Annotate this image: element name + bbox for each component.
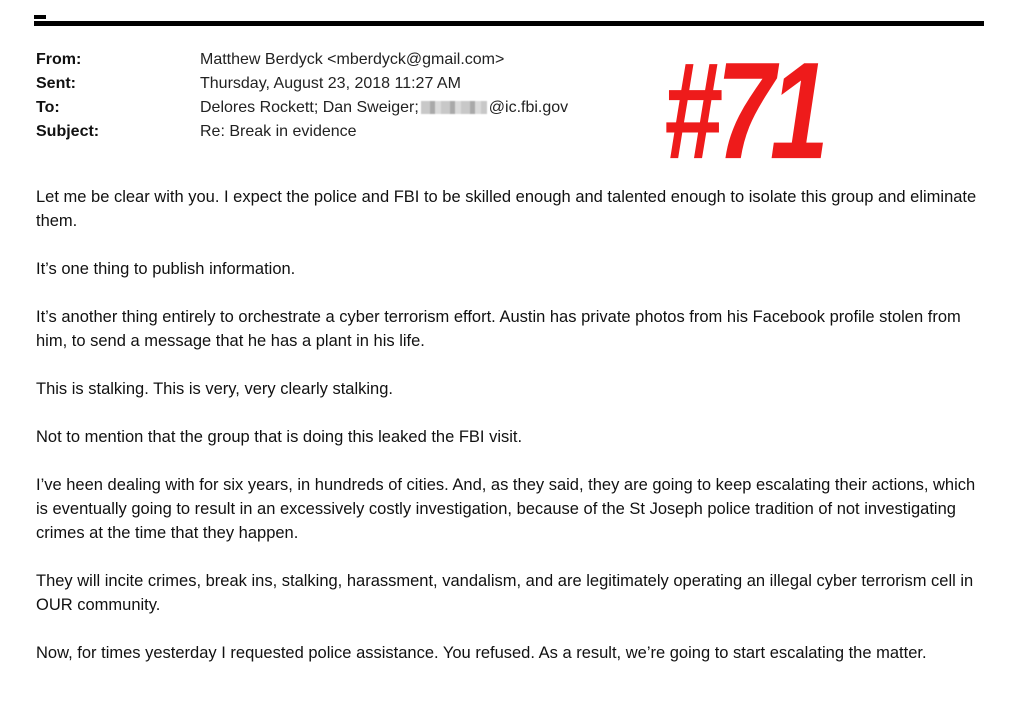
from-label: From: bbox=[36, 51, 82, 68]
email-header bbox=[36, 48, 656, 144]
redacted-email-blur bbox=[421, 101, 487, 114]
body-paragraph: I’ve heen dealing with for six years, in hundreds of cities. And, as they said, they are going to keep escalating their actions, which is eventually going to result in an excessively costly investigation, because of the St Joseph police tradition of not investigating crimes at the time that they happen. bbox=[36, 476, 976, 542]
sent-value: Thursday, August 23, 2018 11:27 AM bbox=[200, 75, 461, 92]
sent-label: Sent: bbox=[36, 75, 76, 92]
email-body bbox=[36, 185, 986, 689]
to-value bbox=[200, 99, 568, 117]
top-rule-divider bbox=[34, 21, 984, 26]
to-row bbox=[36, 96, 656, 120]
body-paragraph: It’s another thing entirely to orchestrate a cyber terrorism effort. Austin has private photos from his Facebook profile stolen from him, to send a message that he has a plant in his life. bbox=[36, 308, 961, 350]
top-rule-stub bbox=[34, 15, 46, 19]
body-paragraph: Let me be clear with you. I expect the police and FBI to be skilled enough and talented enough to isolate this group and eliminate them. bbox=[36, 188, 977, 230]
body-paragraph: Not to mention that the group that is doing this leaked the FBI visit. bbox=[36, 428, 523, 446]
from-value: Matthew Berdyck <mberdyck@gmail.com> bbox=[200, 51, 505, 68]
from-row bbox=[36, 48, 656, 72]
to-label: To: bbox=[36, 99, 60, 116]
body-paragraph: It’s one thing to publish information. bbox=[36, 260, 296, 278]
to-domain: @ic.fbi.gov bbox=[488, 99, 569, 116]
red-number-stamp: #71 bbox=[663, 33, 824, 189]
to-recipients: Delores Rockett; Dan Sweiger; bbox=[200, 99, 419, 116]
subject-value: Re: Break in evidence bbox=[200, 123, 357, 140]
subject-label: Subject: bbox=[36, 123, 100, 140]
subject-row bbox=[36, 120, 656, 144]
body-paragraph: They will incite crimes, break ins, stalking, harassment, vandalism, and are legitimately operating an illegal cyber terrorism cell in OUR community. bbox=[36, 572, 974, 614]
body-paragraph: Now, for times yesterday I requested police assistance. You refused. As a result, we’re going to start escalating the matter. bbox=[36, 644, 927, 662]
sent-row bbox=[36, 72, 656, 96]
body-paragraph: This is stalking. This is very, very clearly stalking. bbox=[36, 380, 393, 398]
